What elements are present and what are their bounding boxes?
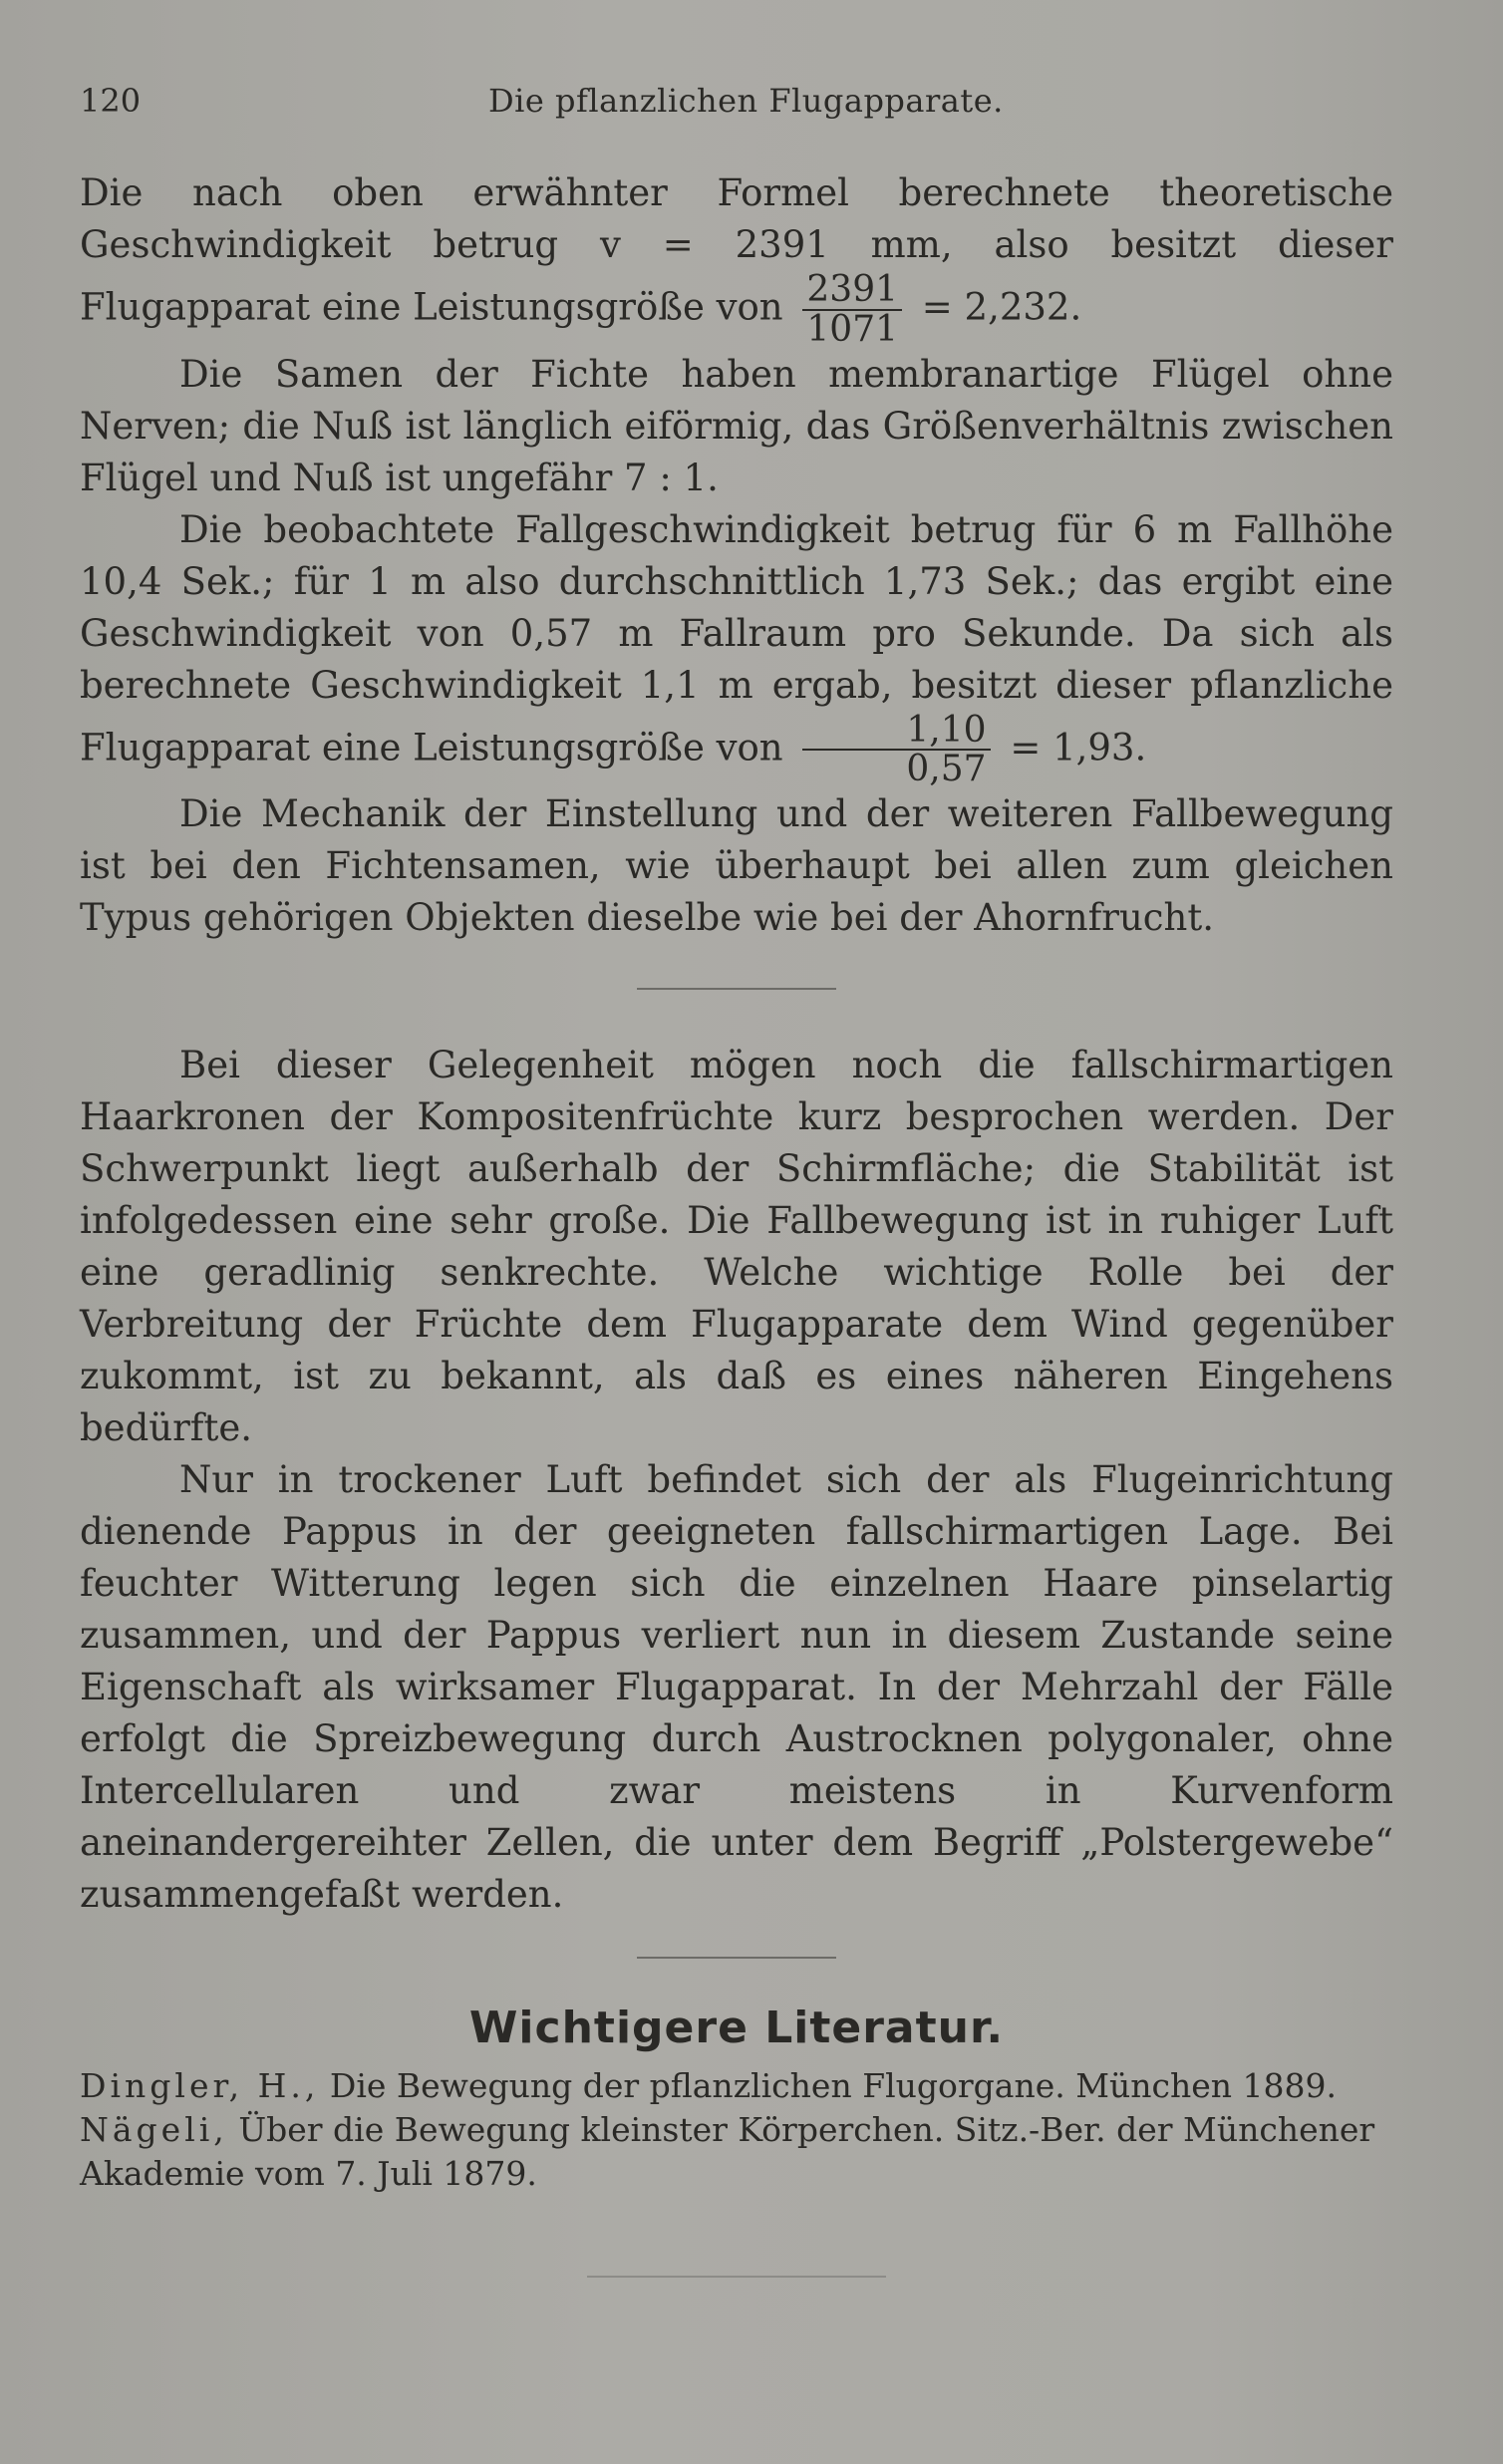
literature-list (80, 2064, 1393, 2196)
fraction-denominator: 1071 (806, 308, 899, 350)
paragraph-5: Bei dieser Gelegenheit mögen noch die fallschirmartigen Haarkronen der Kompositenfrüchte kurz besprochen werden. Der Schwerpunkt liegt außerhalb der Schirmfläche; die Stabilität ist infolgedessen eine sehr große. Die Fallbewegung ist in ruhiger Luft eine geradlinig senkrechte. Welche wichtige Rolle bei der Verbreitung der Früchte dem Flugapparate dem Wind gegenüber zukommt, ist zu bekannt, als daß es eines näheren Eingehens bedürfte. (80, 1044, 1393, 1450)
fraction-denominator: 0,57 (906, 749, 987, 790)
paragraph-1 (80, 167, 1393, 349)
paragraph-3 (80, 504, 1393, 789)
paragraph-1-result: = 2,232. (921, 285, 1082, 329)
fraction-numerator: 2391 (802, 271, 902, 311)
fraction-2391-1071 (802, 271, 902, 349)
page-header (80, 82, 1423, 132)
ref-text: Die Bewegung der pflanzlichen Flugorgane. München 1889. (329, 2066, 1338, 2106)
paragraph-6: Nur in trockener Luft befindet sich der als Flugeinrichtung dienende Pappus in der geeigneten fallschirmartigen Lage. Bei feuchter Witterung legen sich die einzelnen Haare pinselartig zusammen, und der Pappus verliert nun in diesem Zustande seine Eigenschaft als wirksamer Flugapparat. In der Mehrzahl der Fälle erfolgt die Spreizbewegung durch Austrocknen polygonaler, ohne Intercellularen und zwar meistens in Kurvenform aneinandergereihter Zellen, die unter dem Begriff „Polstergewebe“ zusammengefaßt werden. (80, 1458, 1393, 1917)
literature-ref (80, 2064, 1393, 2108)
paragraph-2: Die Samen der Fichte haben membranartige Flügel ohne Nerven; die Nuß ist länglich eiförmig, das Größenverhältnis zwischen Flügel und Nuß ist ungefähr 7 : 1. (80, 352, 1393, 499)
paragraph-4: Die Mechanik der Einstellung und der weiteren Fallbewegung ist bei den Fichtensamen, wie überhaupt bei allen zum gleichen Typus gehörigen Objekten dieselbe wie bei der Ahornfrucht. (80, 792, 1393, 940)
page-body (80, 167, 1393, 2278)
page-number: 120 (80, 82, 142, 120)
ref-author: Nägeli, (80, 2110, 228, 2150)
ref-text: Über die Bewegung kleinster Körperchen. Sitz.-Ber. der Münchener (238, 2110, 1375, 2150)
fraction-110-057 (802, 709, 990, 790)
literature-ref-continuation: Akademie vom 7. Juli 1879. (80, 2154, 537, 2194)
section-divider (637, 988, 836, 990)
paragraph-3-result: = 1,93. (1010, 725, 1147, 769)
end-divider (587, 2276, 886, 2278)
literature-ref (80, 2108, 1393, 2152)
literature-heading: Wichtigere Literatur. (468, 2002, 1005, 2054)
paragraph-1-text: Die nach oben erwähnter Formel berechnete theoretische Geschwindigkeit betrug v = 2391 mm, also besitzt dieser Flugapparat eine Leistungsgröße von (80, 171, 1393, 329)
fraction-numerator: 1,10 (802, 712, 990, 752)
paragraph-3-text: Die beobachtete Fallgeschwindigkeit betrug für 6 m Fallhöhe 10,4 Sek.; für 1 m also durchschnittlich 1,73 Sek.; das ergibt eine Geschwindigkeit von 0,57 m Fallraum pro Sekunde. Da sich als berechnete Geschwindigkeit 1,1 m ergab, besitzt dieser pflanzliche Flugapparat eine Leistungsgröße von (80, 507, 1393, 769)
section-divider (637, 1957, 836, 1959)
running-title: Die pflanzlichen Flugapparate. (488, 82, 1004, 120)
ref-author: Dingler, H., (80, 2066, 320, 2106)
